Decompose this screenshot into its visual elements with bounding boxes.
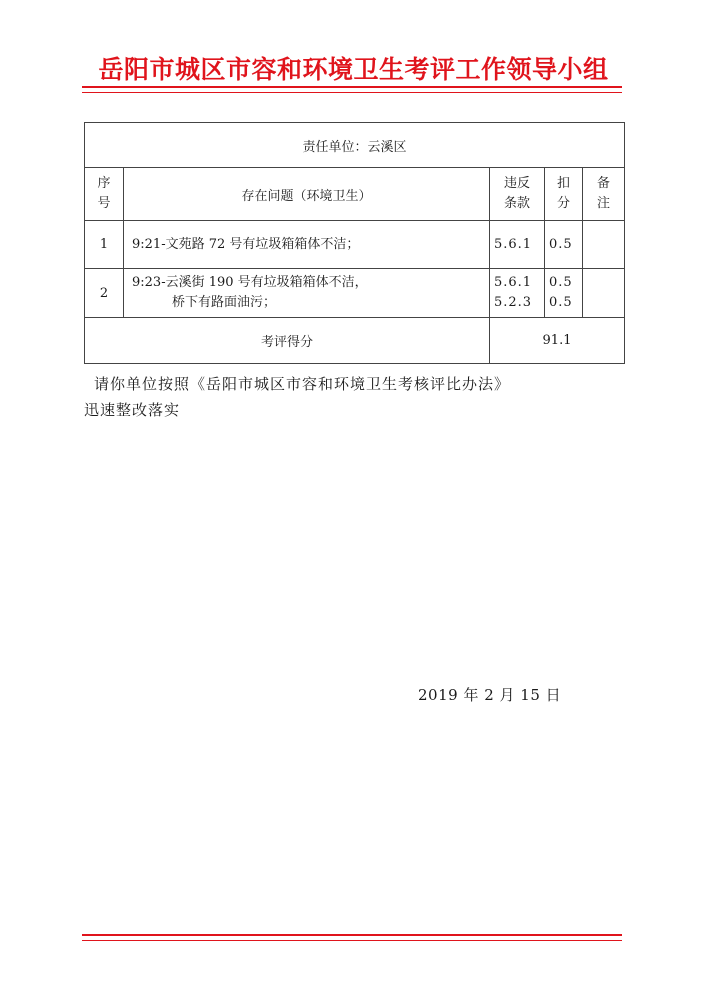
header-clause: 违反 条款 (490, 168, 545, 221)
score-label: 考评得分 (85, 318, 490, 364)
table-row (85, 269, 625, 318)
row-deduction: 0.5 0.5 (545, 269, 583, 318)
row-clause: 5.6.1 (490, 221, 545, 269)
assessment-table (84, 122, 625, 364)
score-value: 91.1 (490, 318, 625, 364)
table-header-row (85, 168, 625, 221)
row-seq: 2 (85, 269, 124, 318)
responsible-unit-row (85, 123, 625, 168)
header-rule-thick (82, 86, 622, 88)
issue-date: 2019 年 2 月 15 日 (418, 686, 562, 704)
notice-line-1: 请你单位按照《岳阳市城区市容和环境卫生考核评比办法》 (94, 375, 511, 393)
row-clause: 5.6.1 5.2.3 (490, 269, 545, 318)
row-issue: 9:23-云溪街 190 号有垃圾箱箱体不洁， 桥下有路面油污； (124, 269, 490, 318)
header-deduct: 扣 分 (545, 168, 583, 221)
footer-rule-thin (82, 940, 622, 941)
row-remark (583, 221, 625, 269)
header-issue: 存在问题（环境卫生） (124, 168, 490, 221)
score-row (85, 318, 625, 364)
document-title: 岳阳市城区市容和环境卫生考评工作领导小组 (98, 55, 609, 84)
row-seq: 1 (85, 221, 124, 269)
responsible-unit: 责任单位：云溪区 (85, 123, 625, 168)
row-issue: 9:21-文苑路 72 号有垃圾箱箱体不洁； (124, 221, 490, 269)
notice-line-2: 迅速整改落实 (84, 401, 181, 419)
table-row (85, 221, 625, 269)
header-seq: 序 号 (85, 168, 124, 221)
row-remark (583, 269, 625, 318)
footer-rule-thick (82, 934, 622, 936)
header-rule-thin (82, 92, 622, 93)
row-deduction: 0.5 (545, 221, 583, 269)
header-remark: 备 注 (583, 168, 625, 221)
